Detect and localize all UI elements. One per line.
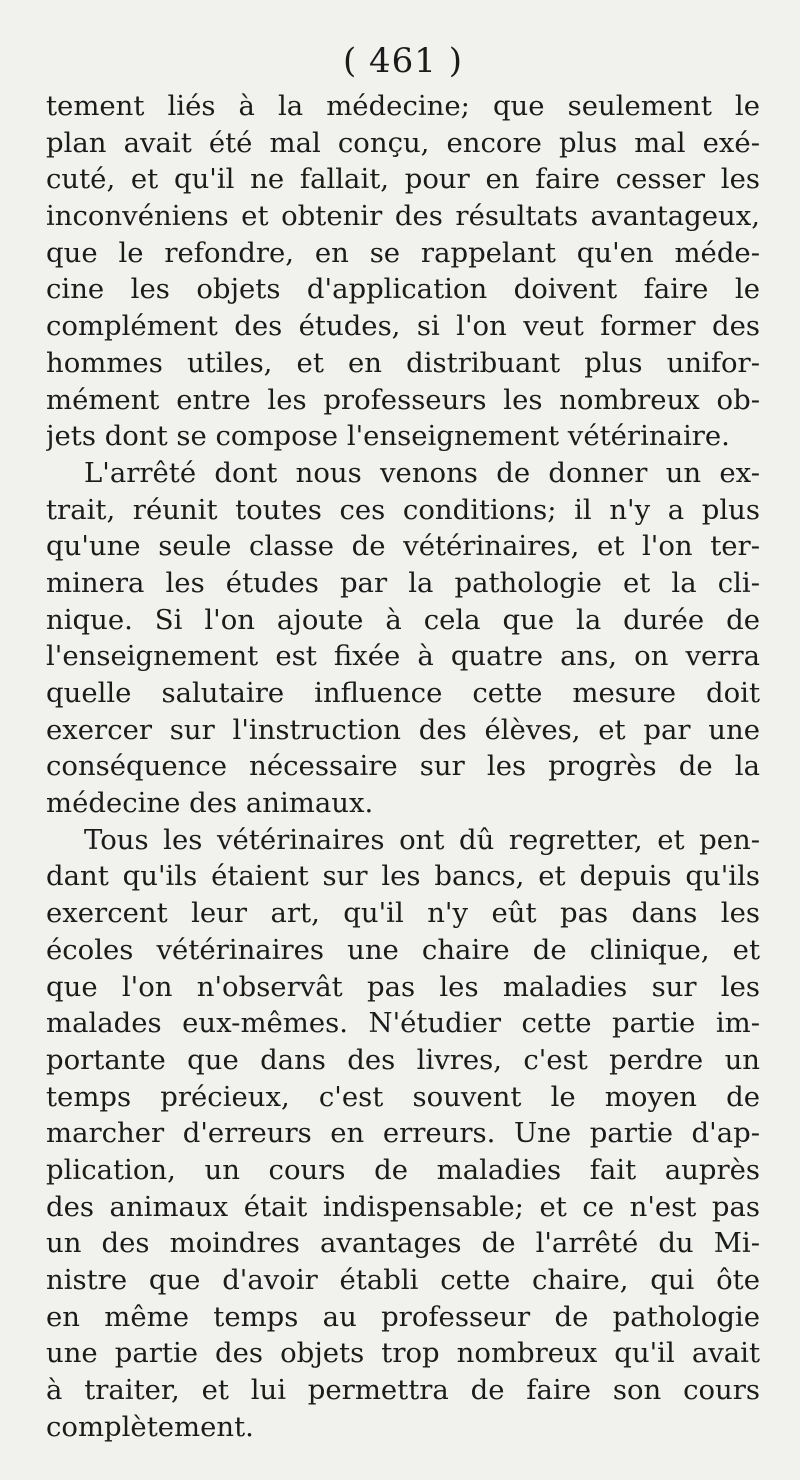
paragraph: [46, 88, 760, 455]
text-line: que l'on n'observât pas les maladies sur les: [46, 970, 760, 1003]
text-line: marcher d'erreurs en erreurs. Une partie d'ap-: [46, 1117, 760, 1150]
text-line: qu'une seule classe de vétérinaires, et l'on ter-: [46, 530, 760, 563]
text-line: complètement.: [46, 1410, 254, 1443]
text-line: complément des études, si l'on veut former des: [46, 310, 760, 343]
text-line: médecine des animaux.: [46, 787, 374, 820]
text-line: une partie des objets trop nombreux qu'il avait: [46, 1337, 760, 1370]
text-line: cine les objets d'application doivent faire le: [46, 273, 760, 306]
text-line: cuté, et qu'il ne fallait, pour en faire cesser les: [46, 163, 760, 196]
text-line: dant qu'ils étaient sur les bancs, et depuis qu'ils: [46, 860, 760, 893]
page-number: ( 461 ): [342, 41, 464, 81]
text-line: l'enseignement est fixée à quatre ans, on verra: [46, 640, 760, 673]
text-line: nique. Si l'on ajoute à cela que la durée de: [46, 603, 760, 636]
text-line: que le refondre, en se rappelant qu'en méde-: [46, 236, 760, 269]
text-line: nistre que d'avoir établi cette chaire, qui ôte: [46, 1264, 760, 1296]
text-line: exercent leur art, qu'il n'y eût pas dans les: [46, 897, 760, 930]
text-line: plan avait été mal conçu, encore plus mal exé-: [46, 126, 760, 159]
text-line: trait, réunit toutes ces conditions; il n'y a plus: [46, 493, 760, 526]
text-line: inconvéniens et obtenir des résultats avantageux,: [46, 200, 760, 233]
text-line: jets dont se compose l'enseignement vétérinaire.: [46, 420, 730, 453]
text-line: plication, un cours de maladies fait auprès: [46, 1153, 760, 1186]
text-line: tement liés à la médecine; que seulement le: [46, 90, 760, 122]
text-line: des animaux était indispensable; et ce n'est pas: [46, 1190, 760, 1223]
text-line: écoles vétérinaires une chaire de clinique, et: [46, 933, 760, 966]
paragraph: [46, 822, 760, 1446]
text-line: portante que dans des livres, c'est perdre un: [46, 1043, 760, 1076]
text-line: L'arrêté dont nous venons de donner un ex-: [84, 456, 760, 489]
text-line: temps précieux, c'est souvent le moyen de: [46, 1080, 760, 1113]
text-line: hommes utiles, et en distribuant plus unifor-: [46, 346, 760, 379]
text-line: Tous les vétérinaires ont dû regretter, et pen-: [84, 823, 760, 856]
text-line: mément entre les professeurs les nombreux ob-: [46, 383, 760, 416]
text-line: à traiter, et lui permettra de faire son cours: [46, 1374, 760, 1407]
paragraph: [46, 455, 760, 822]
text-line: en même temps au professeur de pathologie: [46, 1300, 760, 1333]
text-line: conséquence nécessaire sur les progrès de la: [46, 750, 760, 783]
text-line: un des moindres avantages de l'arrêté du Mi-: [46, 1227, 760, 1260]
text-line: malades eux-mêmes. N'étudier cette partie im-: [46, 1007, 760, 1040]
text-line: exercer sur l'instruction des élèves, et par une: [46, 713, 760, 746]
text-line: minera les études par la pathologie et la cli-: [46, 566, 760, 599]
text-line: quelle salutaire influence cette mesure doit: [46, 677, 760, 709]
